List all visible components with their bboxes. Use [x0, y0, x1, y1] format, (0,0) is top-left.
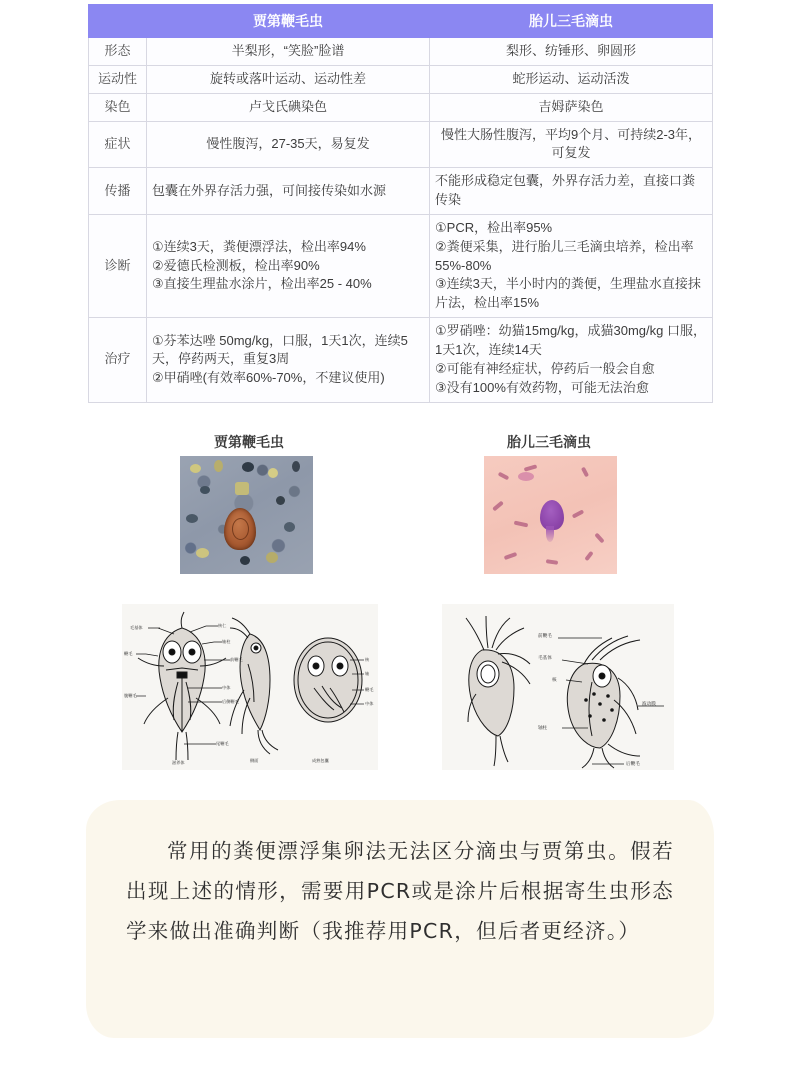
table-row: [89, 121, 713, 168]
comparison-table-container: [88, 4, 712, 403]
micrograph-giardia-field: [180, 456, 313, 574]
row-label: 运动性: [89, 65, 147, 93]
table-corner-cell: [89, 5, 147, 38]
cell-line: 不能形成稳定包囊，外界存活力差，直接口粪传染: [435, 173, 696, 208]
row-label: 诊断: [89, 214, 147, 317]
debris-particle: [242, 462, 254, 472]
table-body: [89, 38, 713, 403]
cell-line: ①芬苯达唑 50mg/kg，口服，1天1次，连续5天，停药两天，重复3周: [152, 332, 408, 367]
summary-note-text: 常用的粪便漂浮集卵法无法区分滴虫与贾第虫。假若出现上述的情形，需要用PCR或是涂片后根据寄生虫形态学来做出准确判断（我推荐用PCR，但后者更经济。）: [126, 839, 674, 943]
cell-line: ③连续3天，半小时内的粪便，生理盐水直接抹片法，检出率15%: [435, 276, 701, 311]
svg-text:滋养体: 滋养体: [172, 760, 185, 765]
cell-line: 慢性大肠性腹泻，平均9个月、可持续2-3年，可复发: [440, 126, 702, 161]
tritrichomonas-trophozoite: [540, 500, 564, 530]
debris-particle: [292, 461, 300, 472]
cell-line: ①PCR，检出率95%: [435, 219, 553, 235]
cell-line: 梨形、纺锤形、卵圆形: [505, 43, 636, 58]
table-row: [89, 214, 713, 317]
micrograph-giardia: [180, 456, 313, 574]
debris-particle: [186, 514, 198, 523]
cell-line: 半梨形，“笑脸”脸谱: [231, 43, 345, 58]
svg-text:轴: 轴: [365, 671, 370, 676]
specimen-photo-section: [0, 432, 800, 588]
diagram-tritrichomonas-svg: [442, 604, 674, 770]
micrograph-tritrichomonas: [484, 456, 617, 574]
svg-text:腹鞭毛: 腹鞭毛: [124, 693, 137, 698]
debris-particle: [240, 556, 250, 565]
cell-tritrichomonas: [430, 318, 713, 402]
photo-caption-tritrichomonas: 胎儿三毛滴虫: [507, 434, 591, 450]
svg-text:中体: 中体: [365, 701, 374, 706]
parasite-comparison-table: [88, 4, 713, 403]
bacteria-rod: [581, 467, 589, 478]
debris-particle: [284, 522, 295, 532]
cell-tritrichomonas: [430, 121, 713, 168]
cell-giardia: [147, 93, 430, 121]
row-label: 治疗: [89, 318, 147, 402]
svg-text:核: 核: [365, 657, 370, 662]
svg-text:毛基体: 毛基体: [130, 625, 143, 630]
cell-tritrichomonas: [430, 214, 713, 317]
debris-particle: [214, 460, 223, 472]
cell-giardia: [147, 168, 430, 215]
debris-particle: [196, 548, 209, 558]
cell-tritrichomonas: [430, 38, 713, 66]
micrograph-tritrichomonas-field: [484, 456, 617, 574]
photo-caption-giardia: 贾第鞭毛虫: [214, 434, 284, 450]
svg-text:波动膜: 波动膜: [642, 702, 656, 707]
cell-line: 慢性腹泻，27-35天，易复发: [206, 135, 370, 151]
svg-text:尾鞭毛: 尾鞭毛: [216, 741, 229, 746]
svg-text:后侧鞭毛: 后侧鞭毛: [222, 699, 239, 704]
svg-text:鞭毛: 鞭毛: [365, 687, 374, 692]
cell-line: 卢戈氏碘染色: [248, 98, 327, 114]
column-header-tritrichomonas: 胎儿三毛滴虫: [430, 5, 713, 38]
table-row: [89, 38, 713, 66]
cell-tritrichomonas: [430, 65, 713, 93]
svg-text:成熟包囊: 成熟包囊: [312, 758, 329, 763]
svg-text:后鞭毛: 后鞭毛: [626, 762, 640, 767]
cell-line: ③直接生理盐水涂片，检出率25 - 40%: [152, 276, 372, 292]
column-header-giardia: 贾第鞭毛虫: [147, 5, 430, 38]
bacteria-rod: [514, 521, 529, 528]
svg-text:前鞭毛: 前鞭毛: [538, 634, 552, 639]
table-header: [89, 5, 713, 38]
table-row: [89, 318, 713, 402]
bacteria-rod: [498, 472, 510, 481]
cell-giardia: [147, 121, 430, 168]
cell-line: ②粪便采集，进行胎儿三毛滴虫培养，检出率55%-80%: [435, 238, 694, 273]
bacteria-rod: [572, 509, 584, 518]
cell-line: 旋转或落叶运动、运动性差: [209, 70, 366, 86]
table-row: [89, 168, 713, 215]
svg-text:中体: 中体: [222, 685, 231, 690]
cell-line: ①连续3天，粪便漂浮法，检出率94%: [152, 238, 366, 254]
bacteria-rod: [546, 559, 558, 565]
table-header-row: [89, 5, 713, 38]
photo-caption-row: [0, 432, 800, 456]
svg-text:轴柱: 轴柱: [222, 639, 231, 644]
giardia-trophozoite: [224, 508, 256, 550]
bacteria-rod: [492, 501, 504, 512]
diagram-tritrichomonas: [442, 604, 674, 770]
cell-line: ②甲硝唑(有效率60%-70%，不建议使用): [152, 370, 385, 386]
bacteria-rod: [504, 552, 518, 560]
bacteria-rod: [584, 551, 593, 561]
debris-clump: [518, 472, 534, 481]
cell-tritrichomonas: [430, 168, 713, 215]
svg-text:鞭毛: 鞭毛: [124, 651, 133, 656]
row-label: 染色: [89, 93, 147, 121]
cell-giardia: [147, 214, 430, 317]
debris-particle: [276, 496, 285, 505]
cell-line: ①罗硝唑：幼猫15mg/kg，成猫30mg/kg 口服，1天1次，连续14天: [435, 323, 706, 357]
cell-giardia: [147, 38, 430, 66]
table-row: [89, 65, 713, 93]
cell-line: 包囊在外界存活力强，可间接传染如水源: [152, 182, 387, 198]
debris-particle: [235, 482, 249, 495]
svg-text:毛基体: 毛基体: [538, 656, 552, 661]
cell-line: ③没有100%有效药物，可能无法治愈: [435, 379, 649, 395]
svg-text:核仁: 核仁: [218, 623, 227, 628]
line-diagram-section: [0, 604, 800, 774]
row-label: 传播: [89, 168, 147, 215]
debris-particle: [266, 552, 278, 563]
table-row: [89, 93, 713, 121]
bacteria-rod: [594, 533, 604, 544]
debris-particle: [200, 486, 210, 494]
svg-text:核: 核: [552, 678, 557, 683]
svg-text:侧面: 侧面: [250, 758, 259, 763]
svg-text:前鞭毛: 前鞭毛: [230, 657, 243, 662]
photo-row: [0, 456, 800, 588]
cell-giardia: [147, 65, 430, 93]
row-label: 症状: [89, 121, 147, 168]
diagram-giardia: [122, 604, 378, 770]
cell-line: ②可能有神经症状，停药后一般会自愈: [435, 360, 655, 376]
diagram-giardia-svg: [122, 604, 378, 770]
cell-line: 蛇形运动、运动活泼: [512, 70, 630, 86]
cell-giardia: [147, 318, 430, 402]
cell-tritrichomonas: [430, 93, 713, 121]
cell-line: ②爱德氏检测板，检出率90%: [152, 257, 320, 273]
cell-line: 吉姆萨染色: [538, 98, 604, 114]
svg-text:轴柱: 轴柱: [538, 726, 548, 731]
debris-particle: [190, 464, 201, 473]
debris-particle: [268, 468, 278, 478]
bacteria-rod: [524, 464, 538, 471]
row-label: 形态: [89, 38, 147, 66]
summary-note-card: [86, 800, 714, 1038]
